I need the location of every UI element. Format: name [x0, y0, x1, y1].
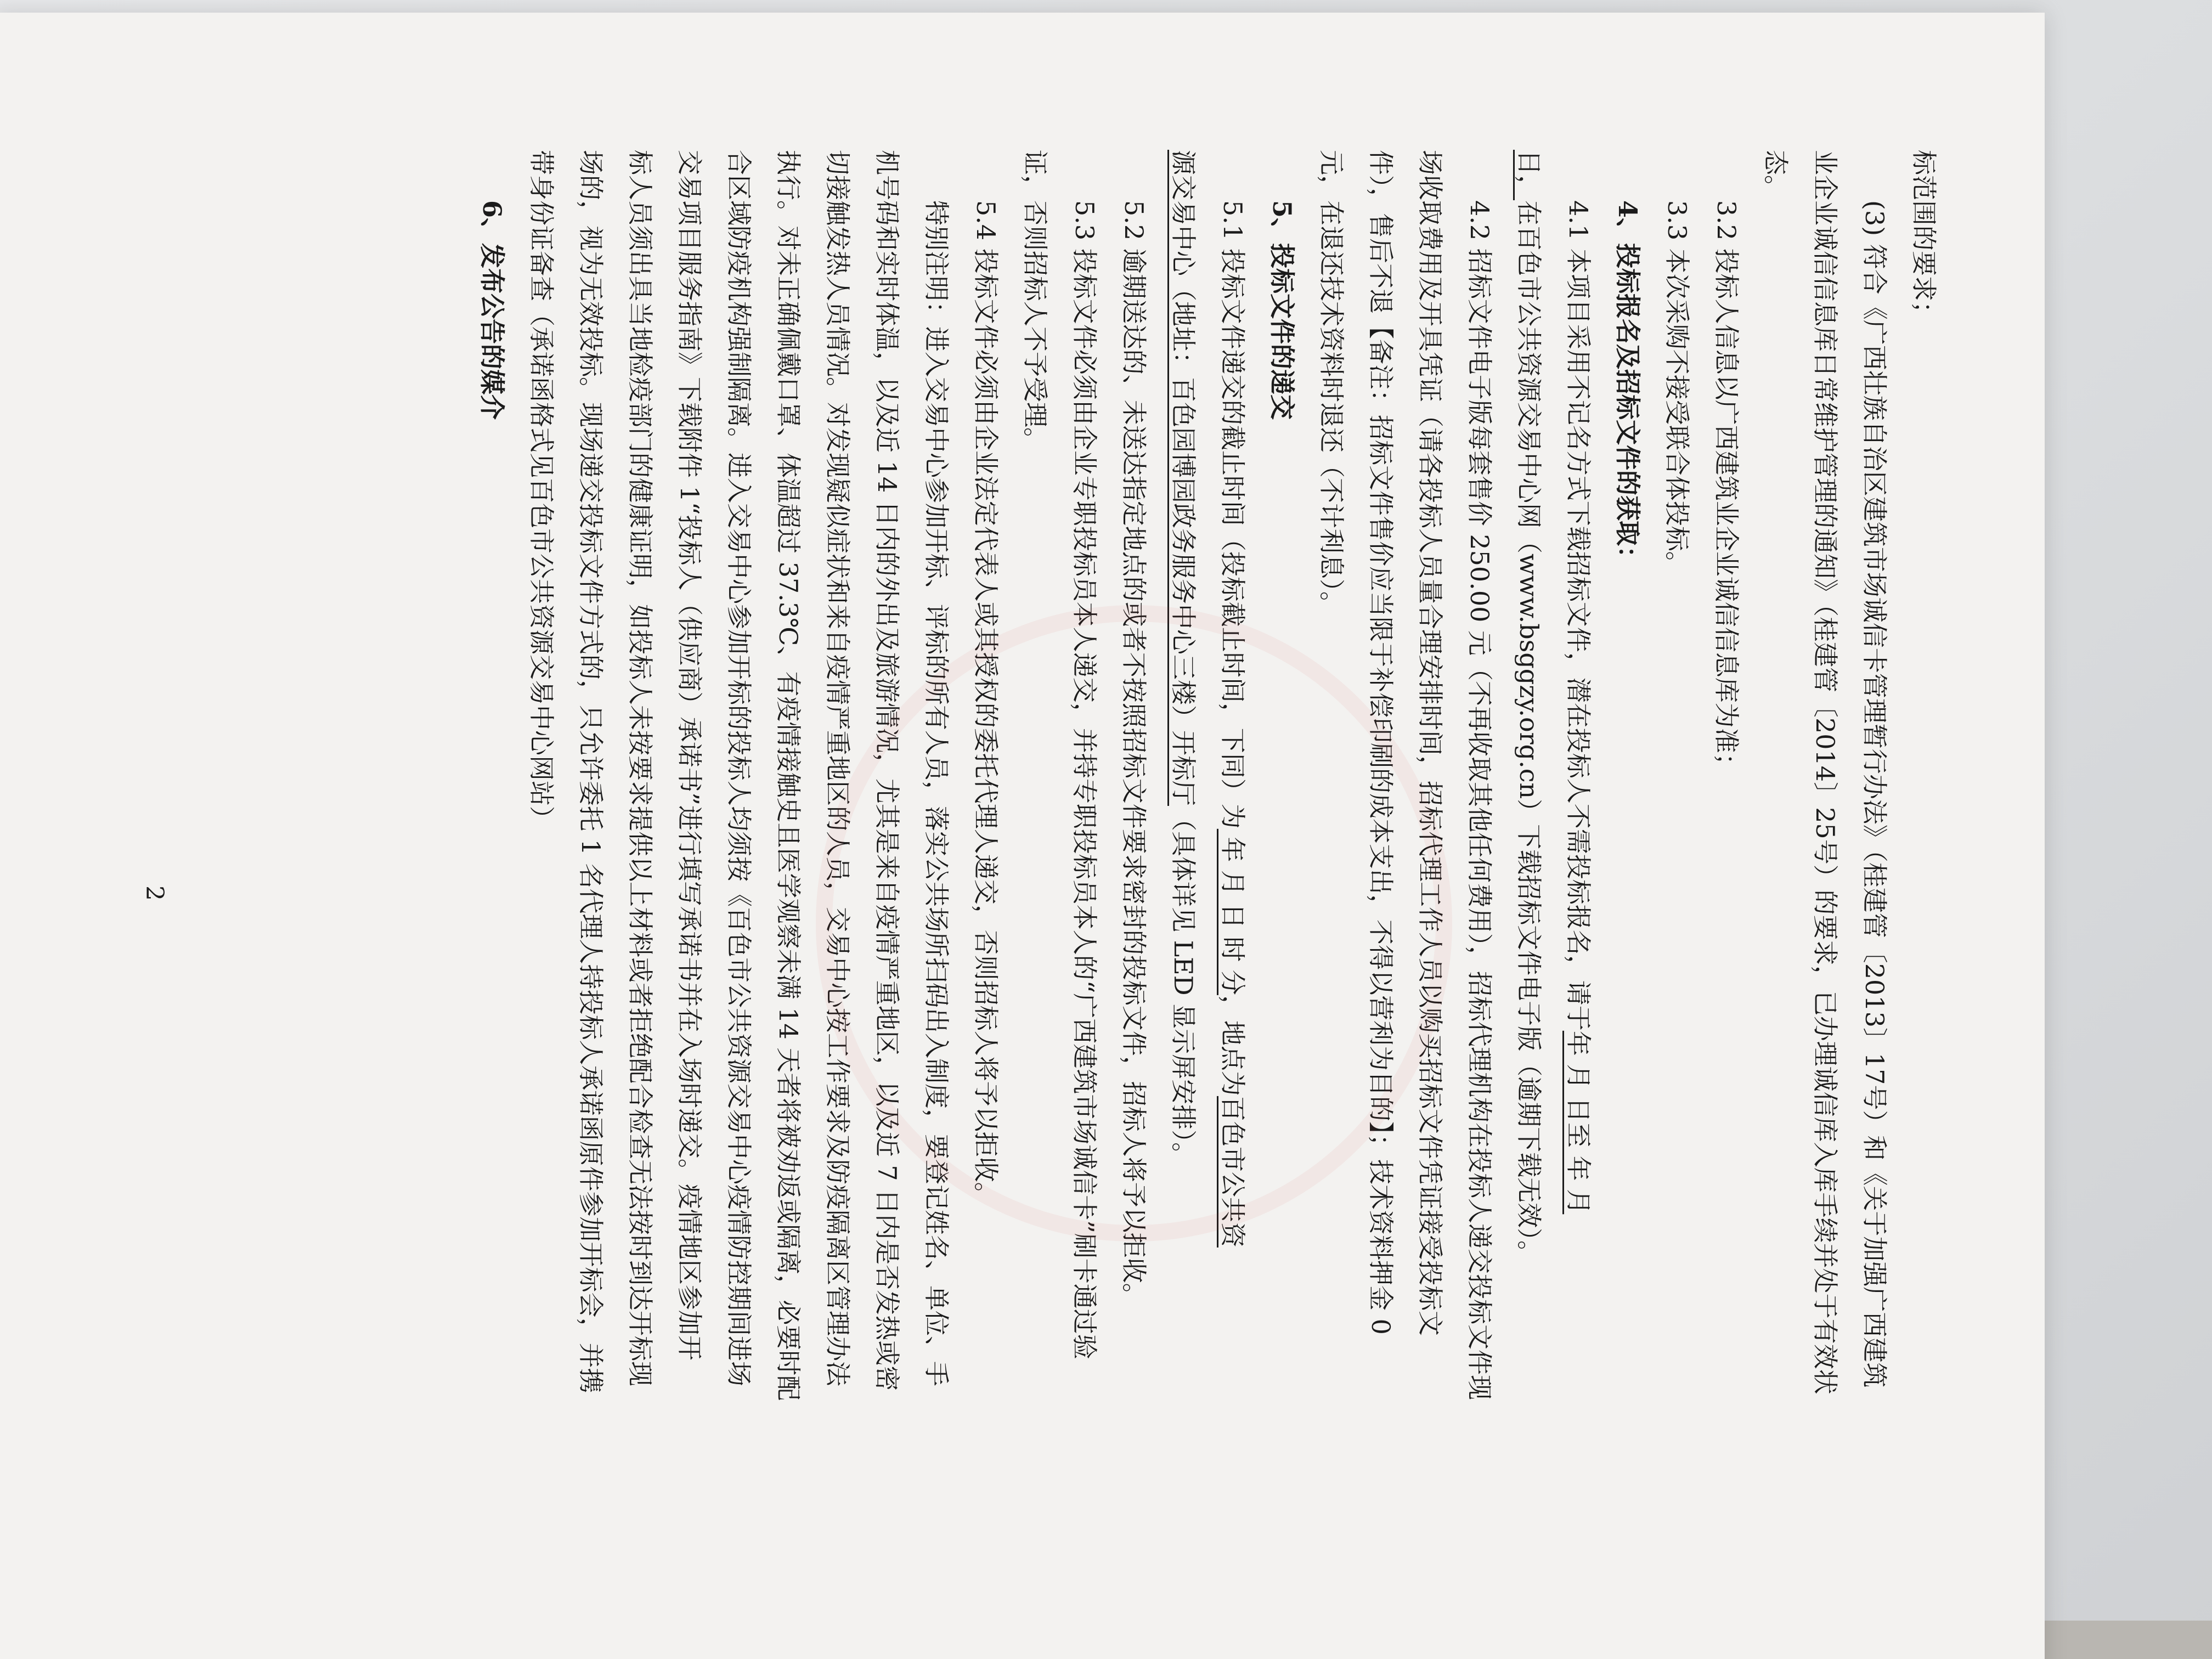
section-heading: 4、投标报名及招标文件的获取：: [1613, 200, 1643, 572]
text-line: 场的，视为无效投标。现场递交投标文件方式的，只允许委托 1 名代理人持投标人承诺函原件参加开标会，并携: [576, 150, 606, 1393]
text-line: [1562, 150, 1595, 1642]
text-line: 业企业诚信信息库日常维护管理的通知》（桂建管〔2014〕25号）的要求，已办理诚信库入库手续并处于有效状: [1810, 150, 1840, 1395]
text-line: 执行。对未正确佩戴口罩、体温超过 37.3℃、有疫情接触史且医学观察未满 14 天者将被劝返或隔离，必要时配: [774, 150, 803, 1401]
venue-text: 源交易中心（地址：百色园博园政务服务中心三楼）开标厅: [1169, 150, 1198, 806]
text-line: 元，在退还技术资料时退还（不计利息）。: [1317, 150, 1346, 617]
text-line: [1167, 150, 1200, 1642]
text-segment: 在百色市公共资源交易中心网（www.bsggzy.org.cn）下载招标文件电子版（逾期下载无效）。: [1514, 200, 1544, 1266]
text-line: 3.3 本次采购不接受联合体投标。: [1662, 200, 1692, 577]
text-line: 5.2 逾期送达的、未送达指定地点的或者不按照招标文件要求密封的投标文件，招标人将予以拒收。: [1119, 200, 1149, 1308]
text-line: (3) 符合《广西壮族自治区建筑市场诚信卡管理暂行办法》（桂建管〔2013〕17号）和《关于加强广西建筑: [1860, 200, 1889, 1388]
deadline-blank: 年 月 日 时 分: [1218, 828, 1248, 995]
page-number: 2: [140, 885, 168, 901]
text-segment: ，地点为: [1218, 995, 1248, 1096]
text-line: 切接触发热人员情况。对发现疑似症状和来自疫情严重地区的人员，交易中心按工作要求及防疫隔离区管理办法: [823, 150, 853, 1386]
text-line: 件），售后不退【备注：招标文件售价应当限于补偿印刷的成本支出，不得以营利为目的】；技术资料押金 0: [1366, 150, 1396, 1335]
section-heading: 6、发布公告的媒介: [477, 200, 507, 420]
text-line: 机号码和实时体温，以及近 14 日内的外出及旅游情况，尤其是来自疫情严重地区，以及近 7 日内是否发热或密: [872, 150, 902, 1391]
text-line: 标人员须出具当地检疫部门的健康证明，如投标人未按要求提供以上材料或者拒绝配合检查无法按时到达开标现: [625, 150, 655, 1386]
text-line: 特别注明：进入交易中心参加开标、评标的所有人员，落实公共场所扫码出入制度，要登记姓名、单位、手: [922, 200, 951, 1386]
text-line: 合区域防疫机构强制隔离。进入交易中心参加开标的投标人均须按《百色市公共资源交易中心疫情防控期间进场: [724, 150, 754, 1386]
text-line: 态。: [1761, 150, 1791, 200]
text-line: [1513, 150, 1545, 1642]
section-heading: 5、投标文件的递交: [1267, 200, 1297, 420]
download-date-range-blank: 年 月 日至 年 月: [1564, 1030, 1593, 1215]
text-line: 证，否则招标人不予受理。: [1020, 150, 1050, 453]
text-line: 5.3 投标文件必须由企业专职投标员本人递交，并持专职投标员本人的“广西建筑市场诚信卡”刷卡通过验: [1070, 200, 1099, 1359]
text-line: 3.2 投标人信息以广西建筑业企业诚信信息库为准；: [1712, 200, 1741, 778]
text-segment: （具体详见 LED 显示屏安排）。: [1169, 806, 1198, 1168]
text-line: 交易项目服务指南》下载附件 1“投标人（供应商）承诺书”进行填写承诺书并在入场时递交。疫情地区参加开: [675, 150, 704, 1361]
text-line: 标范围的要求；: [1909, 150, 1939, 326]
text-segment: 5.1 投标文件递交的截止时间（投标截止时间，下同）为: [1218, 200, 1248, 829]
document-page: [0, 13, 2045, 1659]
text-segment: 日，: [1514, 150, 1544, 200]
text-line: 4.2 招标文件电子版每套售价 250.00 元（不再收取其他任何费用），招标代理机构在投标人递交投标文件现: [1465, 200, 1494, 1400]
text-line: 带身份证备查（承诺函格式见百色市公共资源交易中心网站）: [527, 150, 556, 831]
text-line: 5.4 投标文件必须由企业法定代表人或其授权的委托代理人递交，否则招标人将予以拒收。: [971, 200, 1001, 1207]
text-segment: 4.1 本项目采用不记名方式下载招标文件，潜在投标人不需投标报名，请于: [1564, 200, 1593, 1031]
text-line: [1216, 150, 1249, 1642]
text-line: 场收取费用及开具凭证（请各投标人员量合理安排时间，招标代理工作人员以购买招标文件凭证接受投标文: [1415, 150, 1445, 1336]
venue-text: 百色市公共资: [1218, 1096, 1248, 1248]
